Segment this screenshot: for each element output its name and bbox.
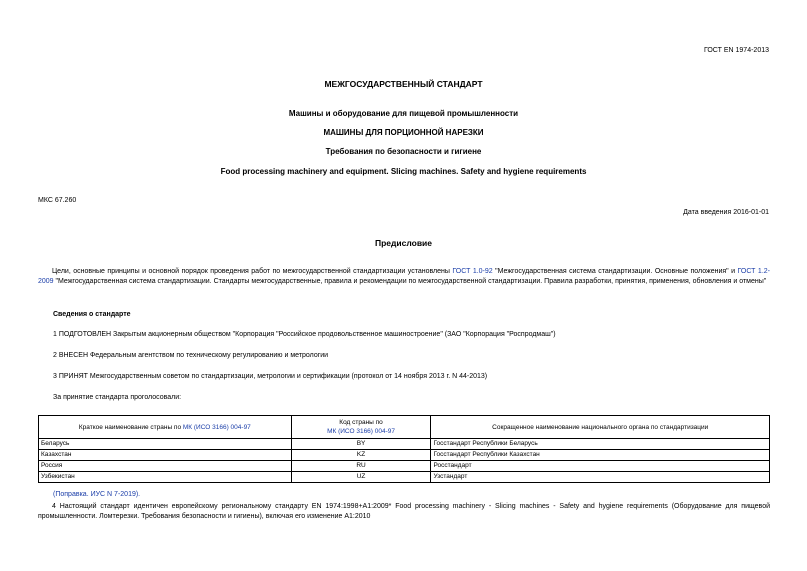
intro-text-3: "Межгосударственная система стандартизации. Стандарты межгосударственные, правила и рекомендации по межгосударственной стандартизации. Правила разработки, принятия, применения, обновления и отмены" [53,278,767,285]
intro-paragraph [38,267,770,287]
table-row [39,461,770,472]
info-heading: Сведения о стандарте [53,311,131,318]
table-row [39,439,770,450]
body-cell: Росстандарт [431,461,770,472]
introduction-date: Дата введения 2016-01-01 [683,209,769,216]
amendment-rest: . ИУС N 7-2019). [86,491,141,498]
title-line-1: Машины и оборудование для пищевой промышленности [288,109,519,118]
title-line-2: МАШИНЫ ДЛЯ ПОРЦИОННОЙ НАРЕЗКИ [323,128,484,137]
countries-table [38,415,770,483]
title-line-3: Требования по безопасности и гигиене [325,147,482,156]
intro-text-1: Цели, основные принципы и основной порядок проведения работ по межгосударственной стандартизации установлены [52,268,453,275]
body-cell: Госстандарт Республики Беларусь [431,439,770,450]
amendment-note [53,491,140,498]
document-header: МЕЖГОСУДАРСТВЕННЫЙ СТАНДАРТ [324,79,483,89]
header-country-name [39,416,292,439]
code-cell: RU [291,461,431,472]
title-english: Food processing machinery and equipment. Slicing machines. Safety and hygiene requirements [220,167,587,176]
amendment-link[interactable]: Поправка [55,491,87,498]
amendment-open: ( [53,491,56,498]
table-header-row [39,416,770,439]
mk-iso-link-1[interactable]: МК (ИСО 3166) 004-97 [182,423,251,431]
item-2: 2 ВНЕСЕН Федеральным агентством по техническому регулированию и метрологии [53,352,329,359]
country-cell: Беларусь [39,439,292,450]
code-cell: BY [291,439,431,450]
table-row [39,472,770,483]
body-cell: Узстандарт [431,472,770,483]
header-country-text: Краткое наименование страны по [78,423,183,431]
gost-1-2-link[interactable]: ГОСТ 1.2-2009 [38,268,770,285]
code-cell: UZ [291,472,431,483]
body-cell: Госстандарт Республики Казахстан [431,450,770,461]
code-cell: KZ [291,450,431,461]
mk-iso-link-2[interactable]: МК (ИСО 3166) 004-97 [327,428,396,435]
header-national-body: Сокращенное наименование национального органа по стандартизации [431,416,770,439]
voted-label: За принятие стандарта проголосовали: [53,394,182,401]
table-row [39,450,770,461]
country-cell: Узбекистан [39,472,292,483]
header-country-code [291,416,431,439]
item-1: 1 ПОДГОТОВЛЕН Закрытым акционерным обществом "Корпорация "Российское продовольственное машиностроение" (ЗАО "Корпорация "Роспродмаш") [53,331,556,338]
document-id: ГОСТ EN 1974-2013 [703,47,769,54]
item-3: 3 ПРИНЯТ Межгосударственным советом по стандартизации, метрологии и сертификации (протокол от 14 ноября 2013 г. N 44-2013) [53,373,488,380]
gost-1-0-link[interactable]: ГОСТ 1.0-92 [452,268,493,275]
header-code-text: Код страны по [339,419,383,426]
preface-heading: Предисловие [374,238,433,248]
intro-text-2: "Межгосударственная система стандартизации. Основные положения" и [492,268,738,275]
country-cell: Россия [39,461,292,472]
item-4: 4 Настоящий стандарт идентичен европейскому региональному стандарту EN 1974:1998+A1:2009* Food processing machinery - Slicing machines - Safety and hygiene requirements (Оборудование для пищевой промышленности. Ломтерезки. Требования безопасности и гигиены), включая его изменение A1:2010 [38,503,770,520]
country-cell: Казахстан [39,450,292,461]
mks-code: МКС 67.260 [38,197,77,204]
